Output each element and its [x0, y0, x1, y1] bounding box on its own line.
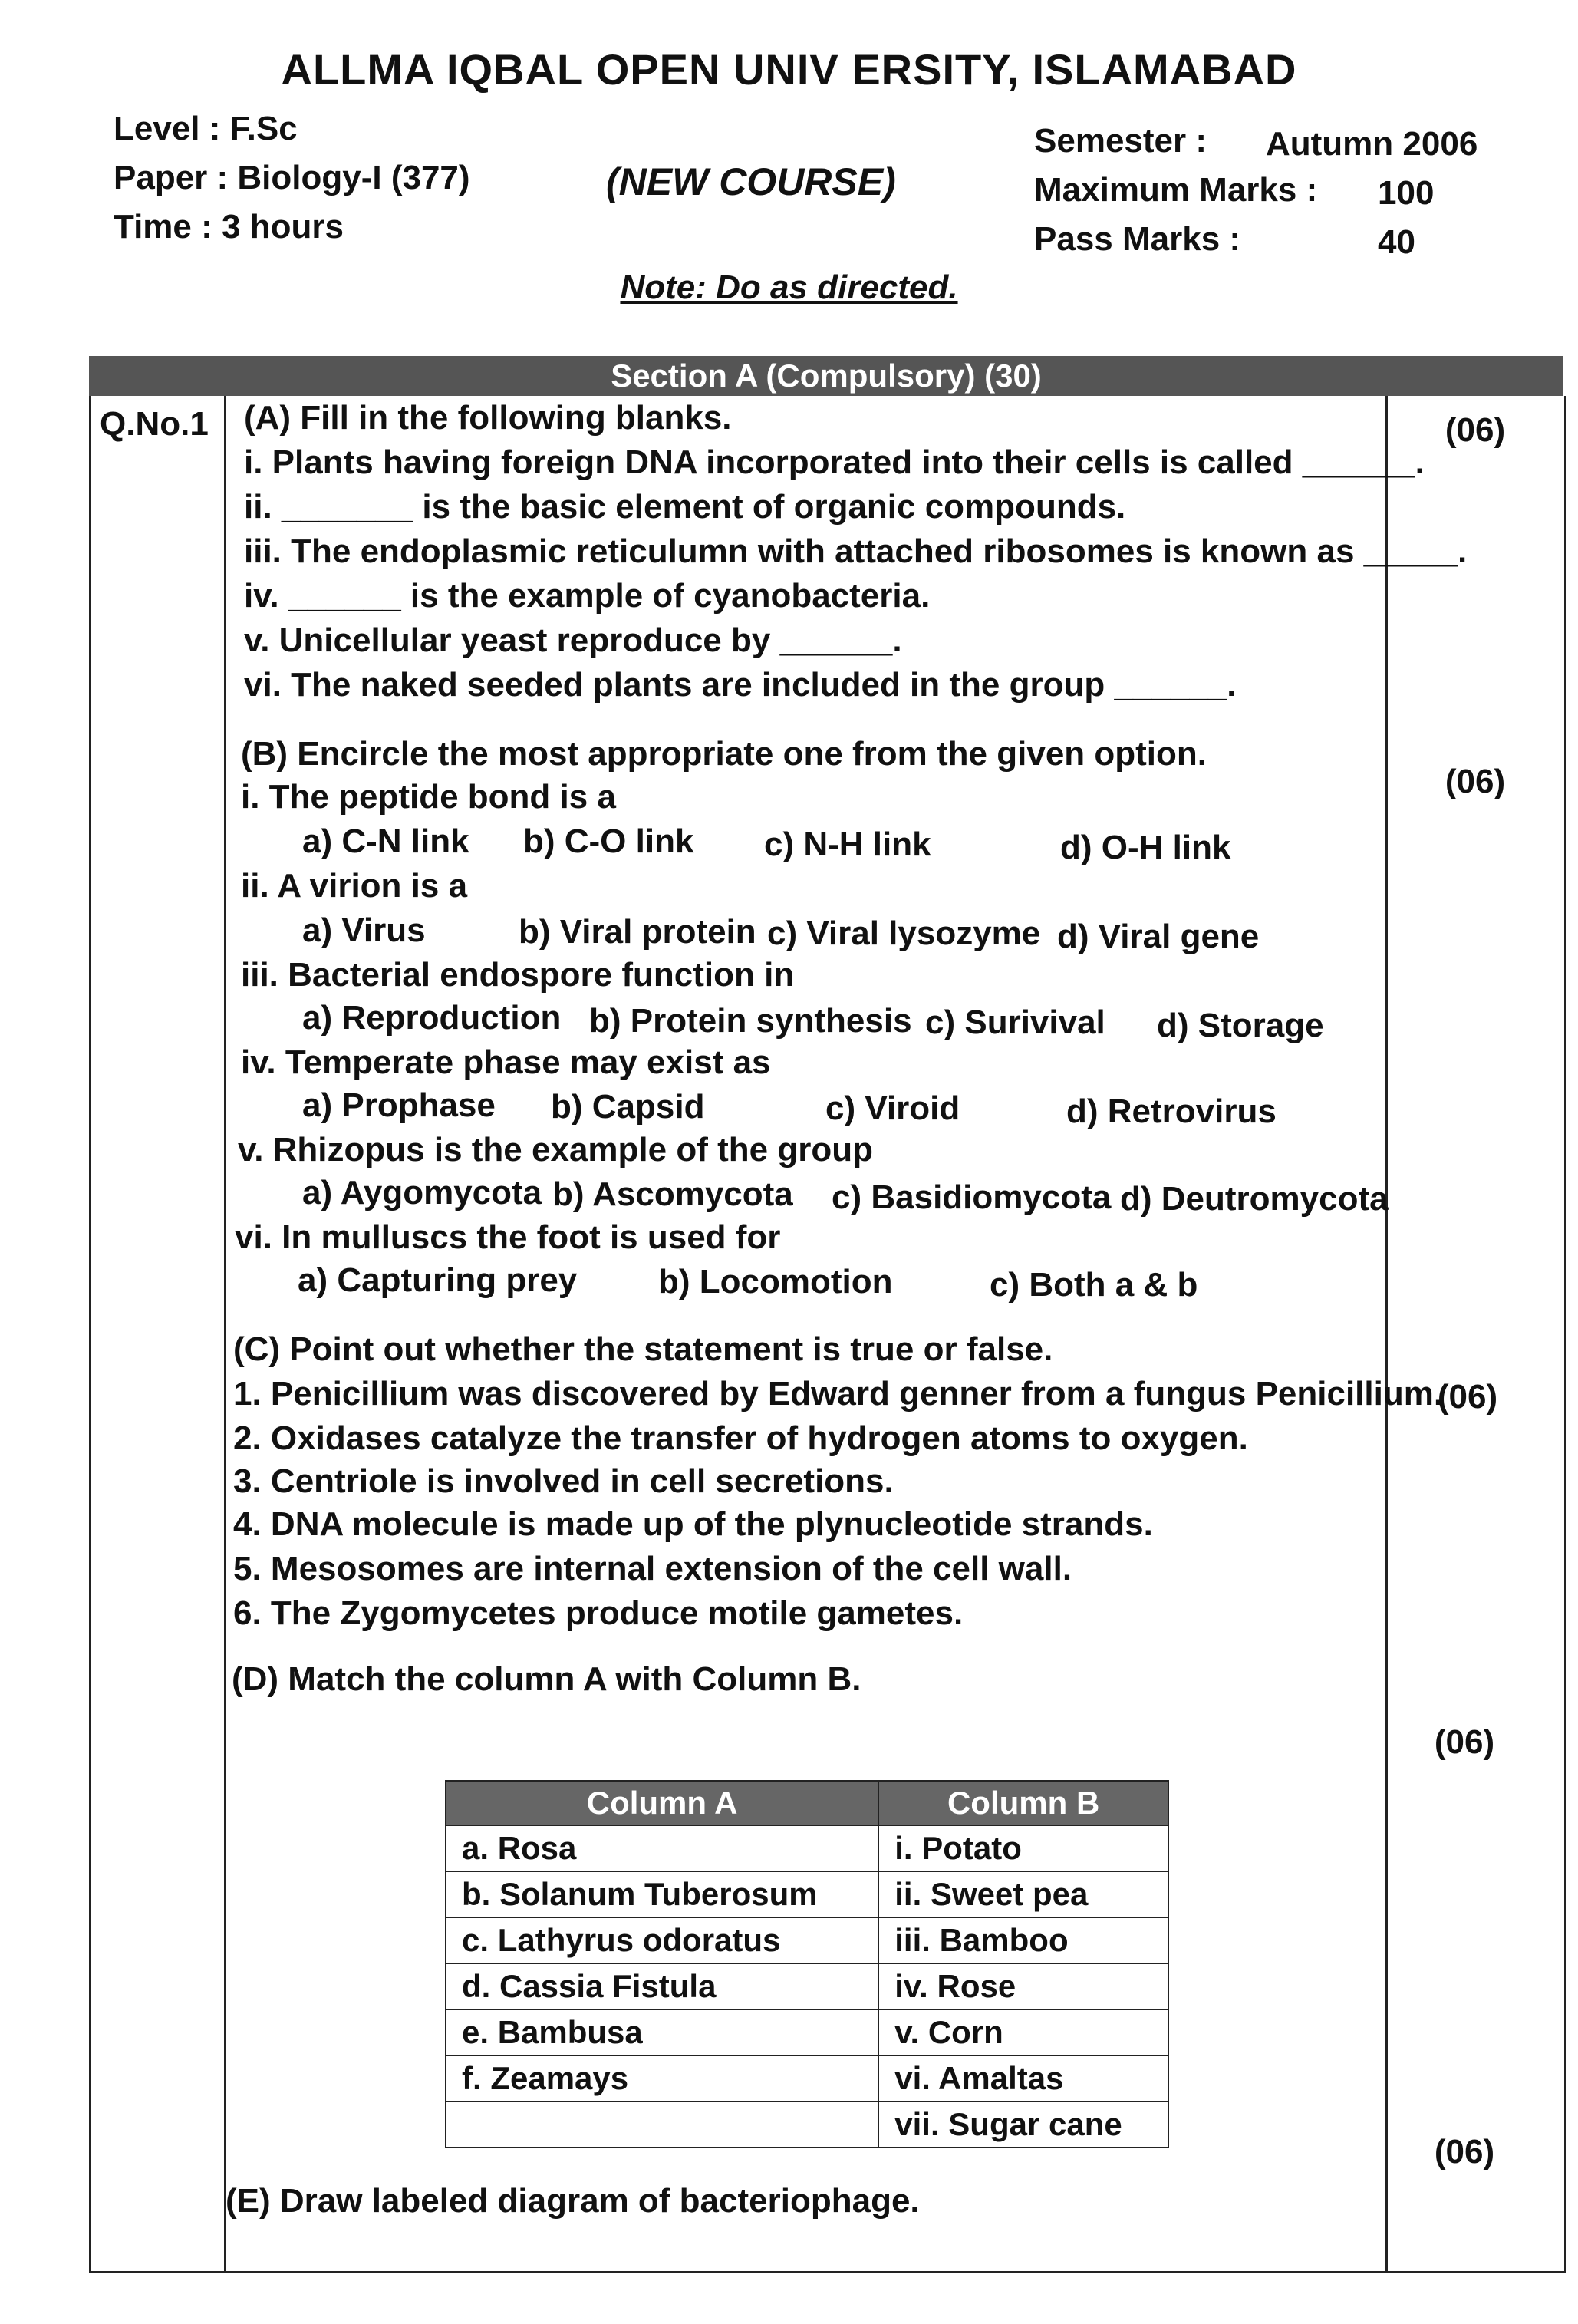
university-title: ALLMA IQBAL OPEN UNIV ERSITY, ISLAMABAD [281, 45, 1297, 94]
column-b-cell: iv. Rose [878, 1963, 1168, 2009]
mcq-option: b) Capsid [551, 1088, 705, 1126]
column-b-cell: vii. Sugar cane [878, 2101, 1168, 2148]
mcq-option: b) Protein synthesis [589, 1002, 912, 1040]
max-marks-value: 100 [1378, 174, 1435, 212]
column-b-cell: ii. Sweet pea [878, 1871, 1168, 1917]
mcq-question: v. Rhizopus is the example of the group [238, 1131, 873, 1169]
part-a-item: iii. The endoplasmic reticulumn with attached ribosomes is known as _____. [244, 532, 1468, 570]
course-label: (NEW COURSE) [606, 160, 896, 203]
column-a-cell [446, 2101, 878, 2148]
column-b-cell: i. Potato [878, 1825, 1168, 1871]
part-c-item: 4. DNA molecule is made up of the plynucleotide strands. [233, 1505, 1153, 1543]
column-a-cell: c. Lathyrus odoratus [446, 1917, 878, 1963]
mcq-option: c) Viroid [825, 1089, 960, 1127]
paper-label: Paper : Biology-I (377) [114, 159, 470, 196]
mcq-question: ii. A virion is a [241, 867, 468, 905]
semester-value: Autumn 2006 [1266, 125, 1478, 163]
mcq-option: c) Basidiomycota [832, 1178, 1112, 1216]
part-c-heading: (C) Point out whether the statement is true or false. [233, 1330, 1053, 1368]
mcq-option: c) Surivival [925, 1004, 1105, 1041]
mcq-option: d) Retrovirus [1066, 1093, 1277, 1130]
part-a-item: iv. ______ is the example of cyanobacteria. [244, 577, 931, 615]
mcq-option: c) N-H link [764, 826, 931, 863]
column-a-header: Column A [446, 1781, 878, 1825]
question-number: Q.No.1 [100, 405, 209, 443]
mcq-option: c) Both a & b [990, 1266, 1198, 1304]
column-b-cell: vi. Amaltas [878, 2055, 1168, 2101]
mcq-option: d) Storage [1157, 1007, 1324, 1044]
part-c-item: 6. The Zygomycetes produce motile gametes. [233, 1594, 964, 1632]
column-b-header: Column B [878, 1781, 1168, 1825]
part-a-item: vi. The naked seeded plants are included in the group ______. [244, 666, 1237, 704]
pass-marks-label: Pass Marks : [1034, 220, 1241, 258]
mcq-option: b) C-O link [523, 822, 694, 860]
mcq-option: a) C-N link [302, 822, 469, 860]
level-label: Level : F.Sc [114, 110, 298, 147]
mcq-option: a) Reproduction [302, 999, 562, 1037]
mcq-option: d) Viral gene [1057, 918, 1260, 955]
mcq-option: c) Viral lysozyme [767, 915, 1041, 952]
mcq-option: b) Viral protein [519, 913, 756, 951]
part-c-marks: (06) [1437, 1378, 1498, 1416]
semester-label: Semester : [1034, 122, 1207, 160]
part-d-marks: (06) [1434, 1723, 1495, 1761]
table-row [446, 1825, 1168, 1871]
table-row [446, 1917, 1168, 1963]
part-e-marks: (06) [1434, 2133, 1495, 2171]
table-row [446, 2009, 1168, 2055]
note [0, 269, 1578, 307]
table-row [446, 2055, 1168, 2101]
mcq-option: a) Virus [302, 911, 426, 949]
column-a-cell: e. Bambusa [446, 2009, 878, 2055]
note-text: Note: Do as directed. [620, 269, 958, 306]
mcq-question: iii. Bacterial endospore function in [241, 956, 795, 994]
part-d-heading: (D) Match the column A with Column B. [232, 1660, 861, 1698]
table-row [446, 2101, 1168, 2148]
part-c-item: 5. Mesosomes are internal extension of the cell wall. [233, 1550, 1072, 1587]
pass-marks-value: 40 [1378, 223, 1415, 261]
mcq-option: d) O-H link [1060, 829, 1231, 866]
part-c-item: 3. Centriole is involved in cell secretions. [233, 1462, 894, 1500]
column-a-cell: d. Cassia Fistula [446, 1963, 878, 2009]
part-a-item: i. Plants having foreign DNA incorporated into their cells is called ______. [244, 443, 1425, 481]
column-a-cell: b. Solanum Tuberosum [446, 1871, 878, 1917]
time-label: Time : 3 hours [114, 208, 344, 246]
section-header: Section A (Compulsory) (30) [89, 356, 1563, 396]
mcq-option: a) Aygomycota [302, 1174, 542, 1211]
part-e-heading: (E) Draw labeled diagram of bacteriophage. [226, 2182, 920, 2220]
table-row [446, 1871, 1168, 1917]
part-b-marks: (06) [1445, 763, 1506, 800]
table-row [446, 1963, 1168, 2009]
mcq-option: d) Deutromycota [1120, 1180, 1389, 1218]
part-b-heading: (B) Encircle the most appropriate one from the given option. [241, 735, 1207, 773]
mcq-question: vi. In mulluscs the foot is used for [235, 1218, 781, 1256]
part-a-marks: (06) [1445, 411, 1506, 449]
part-a-item: v. Unicellular yeast reproduce by ______. [244, 621, 902, 659]
column-b-cell: iii. Bamboo [878, 1917, 1168, 1963]
mcq-question: i. The peptide bond is a [241, 778, 616, 816]
mcq-option: a) Prophase [302, 1086, 496, 1124]
match-table [445, 1780, 1169, 2148]
mcq-option: a) Capturing prey [298, 1261, 578, 1299]
mcq-question: iv. Temperate phase may exist as [241, 1043, 771, 1081]
qno-divider [224, 396, 226, 2273]
mcq-option: b) Locomotion [658, 1263, 893, 1300]
max-marks-label: Maximum Marks : [1034, 171, 1318, 209]
part-a-item: ii. _______ is the basic element of organic compounds. [244, 488, 1126, 526]
marks-divider [1385, 396, 1388, 2273]
column-b-cell: v. Corn [878, 2009, 1168, 2055]
part-a-heading: (A) Fill in the following blanks. [244, 399, 732, 437]
mcq-option: b) Ascomycota [552, 1175, 793, 1213]
part-c-item: 2. Oxidases catalyze the transfer of hydrogen atoms to oxygen. [233, 1419, 1248, 1457]
column-a-cell: a. Rosa [446, 1825, 878, 1871]
column-a-cell: f. Zeamays [446, 2055, 878, 2101]
part-c-item: 1. Penicillium was discovered by Edward genner from a fungus Penicillium. [233, 1375, 1444, 1413]
